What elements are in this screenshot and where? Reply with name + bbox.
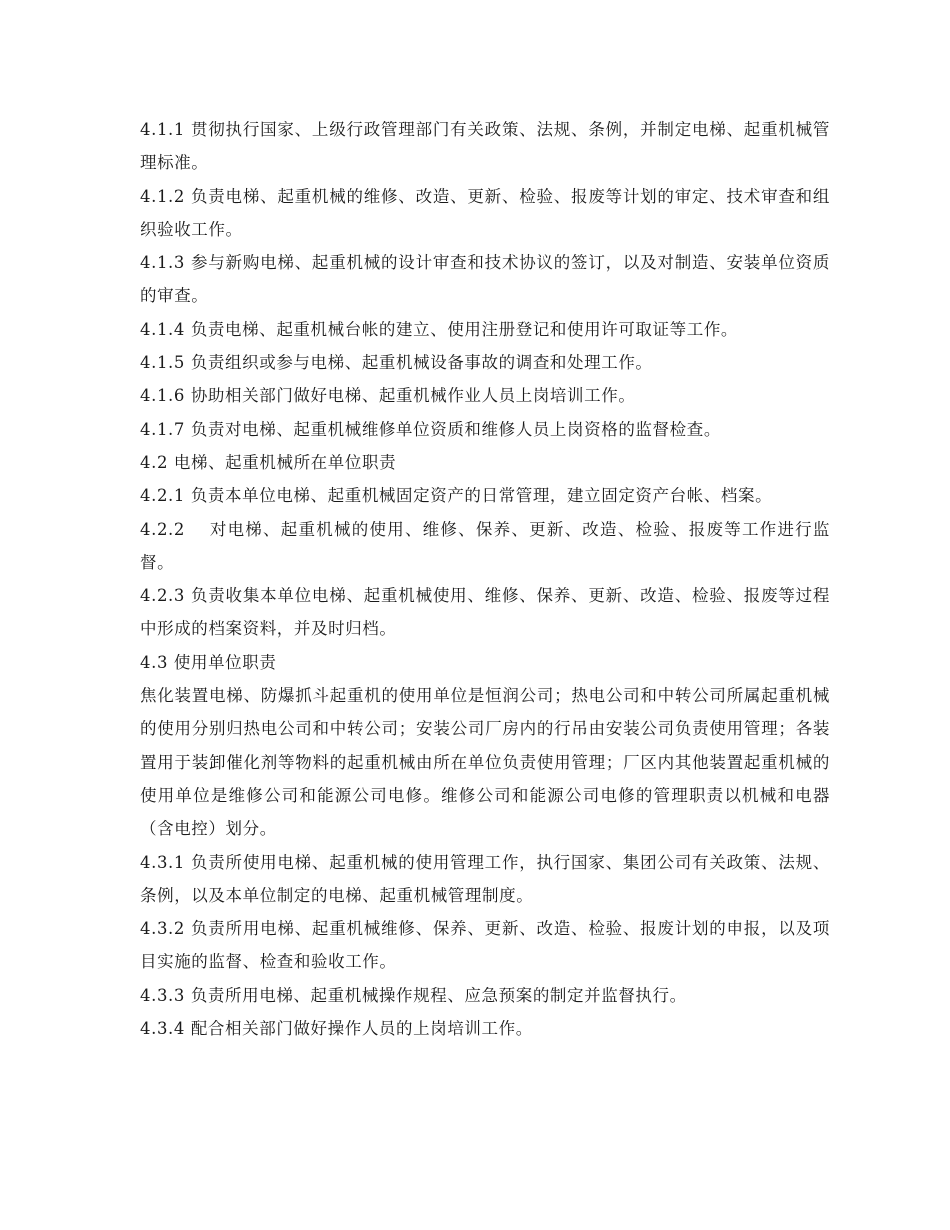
paragraph-4-3-4: 4.3.4 配合相关部门做好操作人员的上岗培训工作。 bbox=[140, 1019, 533, 1039]
paragraph-4-2-1: 4.2.1 负责本单位电梯、起重机械固定资产的日常管理，建立固定资产台帐、档案。 bbox=[140, 486, 773, 506]
paragraph-4-2-2: 4.2.2 对电梯、起重机械的使用、维修、保养、更新、改造、检验、报废等工作进行监督。 bbox=[140, 519, 830, 572]
paragraph-4-1-3: 4.1.3 参与新购电梯、起重机械的设计审查和技术协议的签订，以及对制造、安装单位资质的审查。 bbox=[140, 253, 830, 306]
section-heading-4-2: 4.2 电梯、起重机械所在单位职责 bbox=[140, 452, 397, 472]
document-body bbox=[140, 113, 830, 1045]
paragraph-4-3-3: 4.3.3 负责所用电梯、起重机械操作规程、应急预案的制定并监督执行。 bbox=[140, 985, 687, 1005]
paragraph-4-3-2: 4.3.2 负责所用电梯、起重机械维修、保养、更新、改造、检验、报废计划的申报，以及项目实施的监督、检查和验收工作。 bbox=[140, 919, 830, 972]
paragraph-4-3-1: 4.3.1 负责所使用电梯、起重机械的使用管理工作，执行国家、集团公司有关政策、法规、条例，以及本单位制定的电梯、起重机械管理制度。 bbox=[140, 852, 830, 905]
paragraph-4-1-5: 4.1.5 负责组织或参与电梯、起重机械设备事故的调查和处理工作。 bbox=[140, 353, 653, 373]
paragraph-4-1-2: 4.1.2 负责电梯、起重机械的维修、改造、更新、检验、报废等计划的审定、技术审查和组织验收工作。 bbox=[140, 186, 830, 239]
paragraph-4-2-3: 4.2.3 负责收集本单位电梯、起重机械使用、维修、保养、更新、改造、检验、报废等过程中形成的档案资料，并及时归档。 bbox=[140, 586, 830, 639]
paragraph-4-1-1: 4.1.1 贯彻执行国家、上级行政管理部门有关政策、法规、条例，并制定电梯、起重机械管理标准。 bbox=[140, 120, 830, 173]
paragraph-4-1-6: 4.1.6 协助相关部门做好电梯、起重机械作业人员上岗培训工作。 bbox=[140, 386, 636, 406]
paragraph-4-1-7: 4.1.7 负责对电梯、起重机械维修单位资质和维修人员上岗资格的监督检查。 bbox=[140, 419, 721, 439]
section-heading-4-3: 4.3 使用单位职责 bbox=[140, 652, 277, 672]
paragraph-4-3-intro: 焦化装置电梯、防爆抓斗起重机的使用单位是恒润公司；热电公司和中转公司所属起重机械的使用分别归热电公司和中转公司；安装公司厂房内的行吊由安装公司负责使用管理；各装置用于装卸催化剂等物料的起重机械由所在单位负责使用管理；厂区内其他装置起重机械的使用单位是维修公司和能源公司电修。维修公司和能源公司电修的管理职责以机械和电器（含电控）划分。 bbox=[140, 686, 830, 839]
paragraph-4-1-4: 4.1.4 负责电梯、起重机械台帐的建立、使用注册登记和使用许可取证等工作。 bbox=[140, 319, 739, 339]
